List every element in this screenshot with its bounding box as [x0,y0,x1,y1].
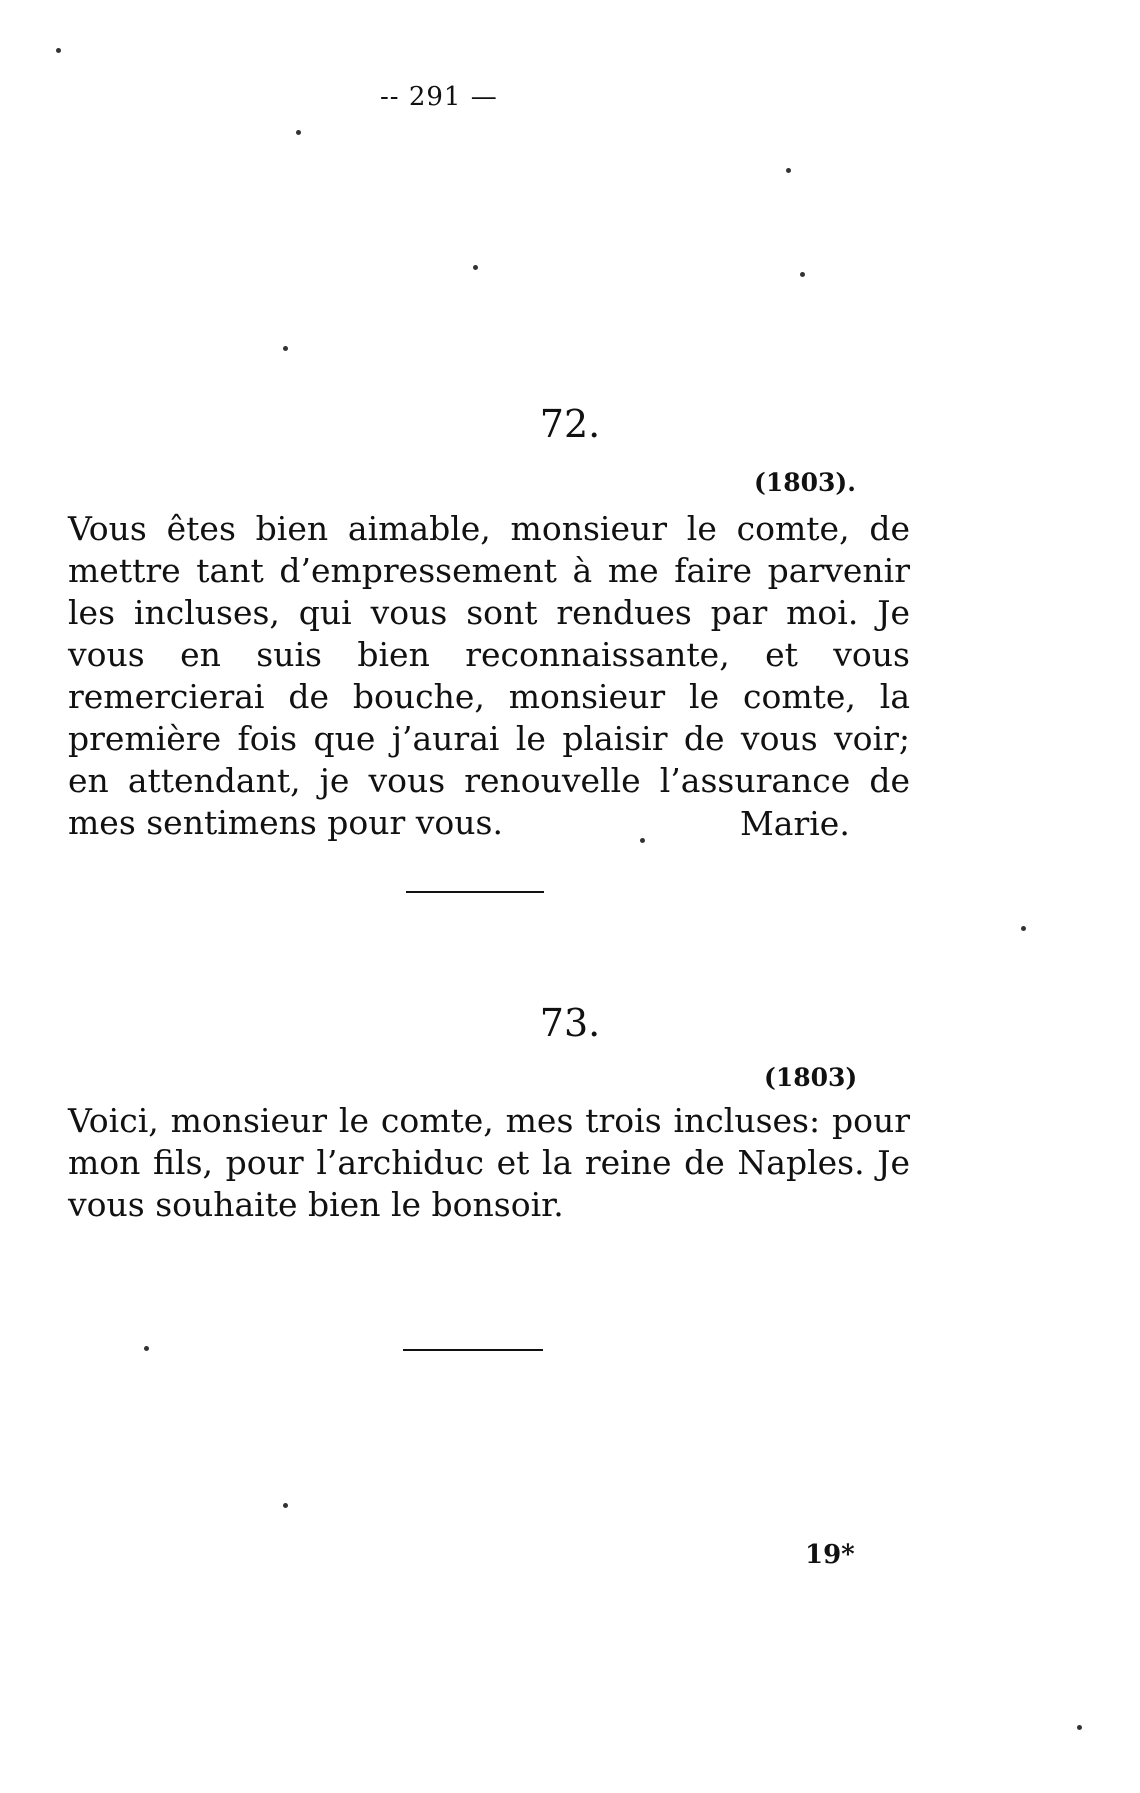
scan-speck [800,272,805,277]
letter-number-73: 73. [539,1001,601,1045]
signature: Marie. [740,804,850,843]
signature-mark: 19* [805,1540,855,1570]
scan-speck [296,130,301,135]
scan-speck [473,265,478,270]
scan-speck [1077,1725,1082,1730]
letter-body-72: Vous êtes bien aimable, monsieur le comte, de mettre tant d’empressement à me faire parvenir les incluses, qui vous sont rendues par moi. Je vous en suis bien reconnaissante, et vous remercierai de bouche, monsieur le comte, la première fois que j’aurai le plaisir de vous voir; en attendant, je vous renouvelle l’assurance de mes sentimens pour vous. [68,509,910,842]
section-divider [403,1349,543,1351]
scan-speck [640,838,645,843]
running-head: -- 291 — [380,82,498,112]
letter-date-72: (1803). [754,468,856,497]
scan-speck [56,48,61,53]
scan-speck [283,346,288,351]
scan-speck [144,1346,149,1351]
scan-speck [1021,926,1026,931]
section-divider [406,891,544,893]
scan-speck [283,1503,288,1508]
scan-speck [786,168,791,173]
letter-body-73: Voici, monsieur le comte, mes trois incluses: pour mon fils, pour l’archiduc et la reine de Naples. Je vous souhaite bien le bonsoir. [68,1101,910,1224]
letter-number-72: 72. [539,402,601,446]
letter-date-73: (1803) [764,1063,858,1092]
